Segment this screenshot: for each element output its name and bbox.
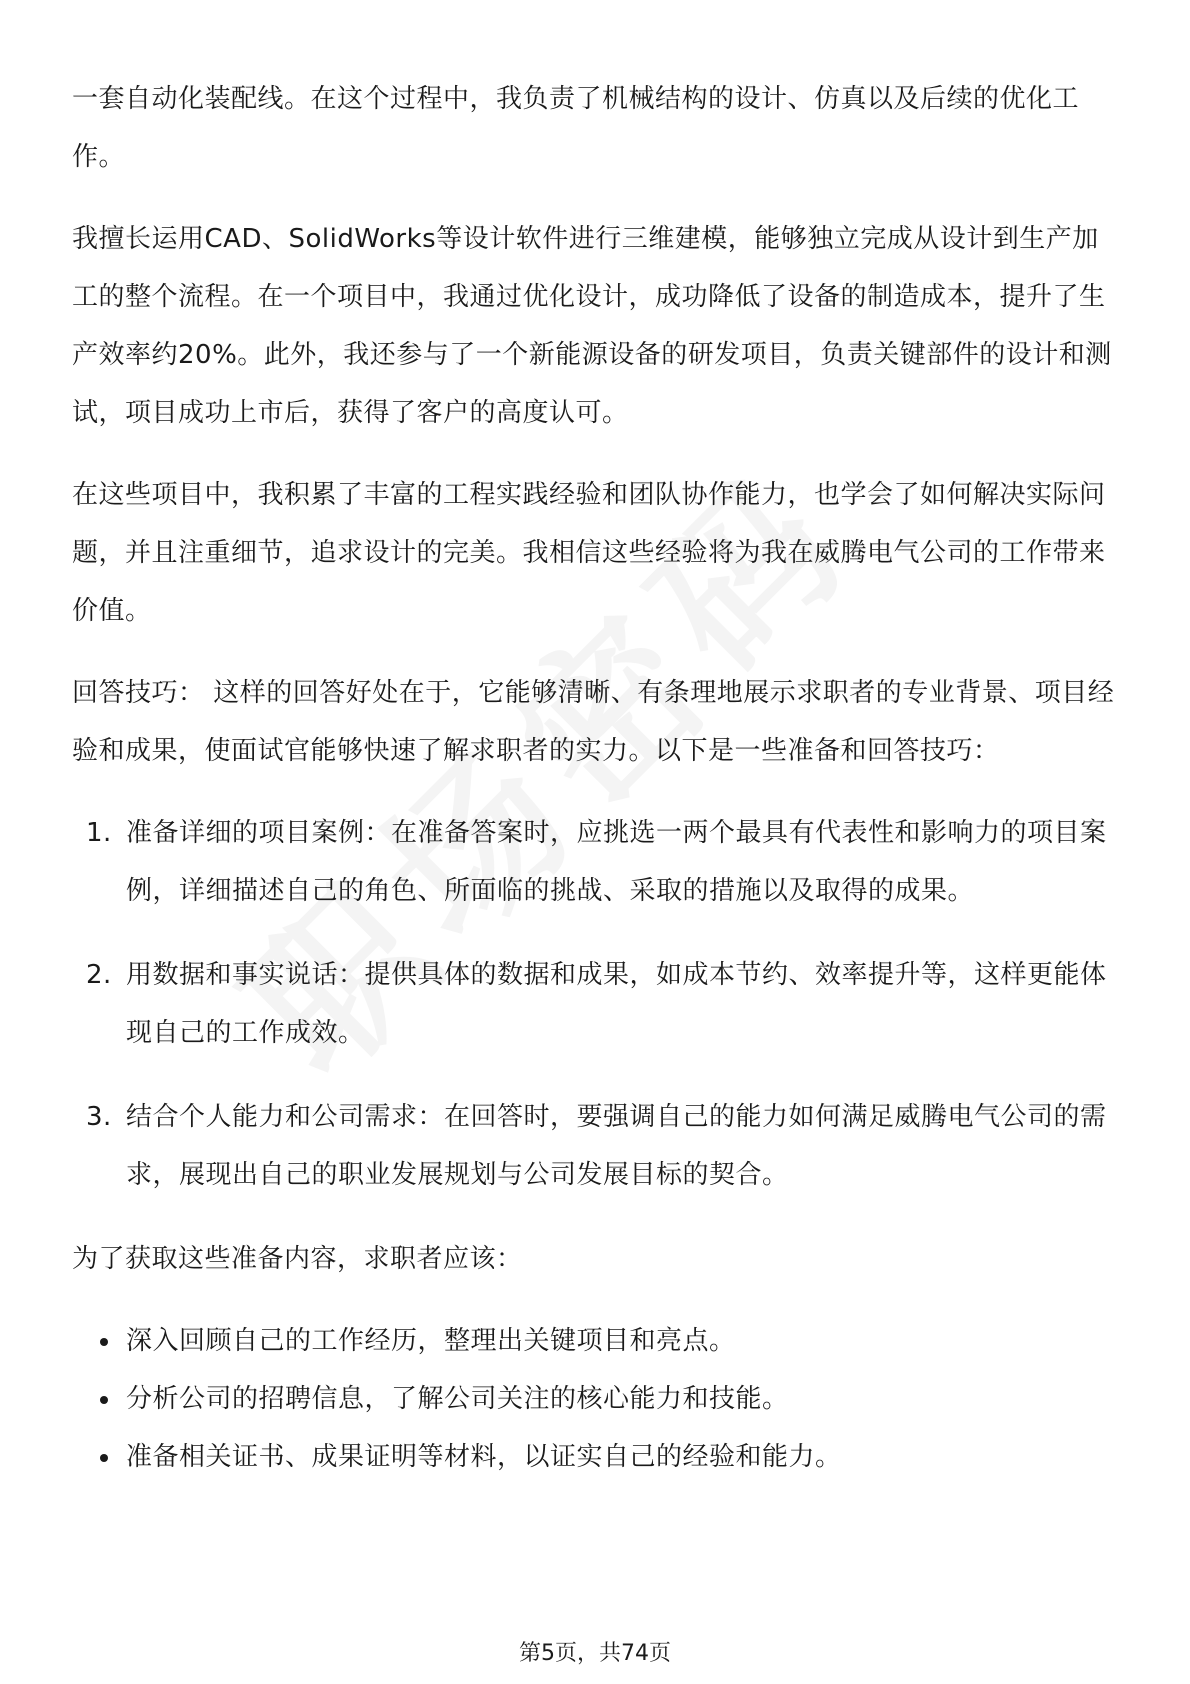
document-body xyxy=(72,70,1122,1486)
paragraph-1: 一套自动化装配线。在这个过程中，我负责了机械结构的设计、仿真以及后续的优化工作。 xyxy=(72,84,1080,172)
list-item xyxy=(72,804,1122,920)
list-item-text: 结合个人能力和公司需求：在回答时，要强调自己的能力如何满足威腾电气公司的需求，展现出自己的职业发展规划与公司发展目标的契合。 xyxy=(126,1102,1107,1190)
list-item-text: 用数据和事实说话：提供具体的数据和成果，如成本节约、效率提升等，这样更能体现自己的工作成效。 xyxy=(126,960,1107,1048)
bullet-icon xyxy=(100,1396,108,1404)
preparation-intro: 为了获取这些准备内容，求职者应该： xyxy=(72,1244,523,1274)
list-item-number: 2. xyxy=(86,960,112,990)
bullet-item-text: 分析公司的招聘信息，了解公司关注的核心能力和技能。 xyxy=(126,1384,789,1414)
bullet-item-text: 准备相关证书、成果证明等材料，以证实自己的经验和能力。 xyxy=(126,1442,842,1472)
bullet-item xyxy=(72,1370,1122,1428)
tips-ordered-list xyxy=(72,804,1122,1204)
bullet-item-text: 深入回顾自己的工作经历，整理出关键项目和亮点。 xyxy=(126,1326,736,1356)
bullet-item xyxy=(72,1428,1122,1486)
paragraph-2: 我擅长运用CAD、SolidWorks等设计软件进行三维建模，能够独立完成从设计到生产加工的整个流程。在一个项目中，我通过优化设计，成功降低了设备的制造成本，提升了生产效率约20%。此外，我还参与了一个新能源设备的研发项目，负责关键部件的设计和测试，项目成功上市后，获得了客户的高度认可。 xyxy=(72,224,1112,428)
list-item xyxy=(72,946,1122,1062)
page-number-footer: 第5页，共74页 xyxy=(519,1641,671,1666)
bullet-icon xyxy=(100,1338,108,1346)
list-item-text: 准备详细的项目案例：在准备答案时，应挑选一两个最具有代表性和影响力的项目案例，详细描述自己的角色、所面临的挑战、采取的措施以及取得的成果。 xyxy=(126,818,1107,906)
bullet-item xyxy=(72,1312,1122,1370)
bullet-icon xyxy=(100,1454,108,1462)
paragraph-answer-tips: 回答技巧： 这样的回答好处在于，它能够清晰、有条理地展示求职者的专业背景、项目经验和成果，使面试官能够快速了解求职者的实力。以下是一些准备和回答技巧： xyxy=(72,678,1115,766)
list-item xyxy=(72,1088,1122,1204)
paragraph-3: 在这些项目中，我积累了丰富的工程实践经验和团队协作能力，也学会了如何解决实际问题，并且注重细节，追求设计的完美。我相信这些经验将为我在威腾电气公司的工作带来价值。 xyxy=(72,480,1106,626)
list-item-number: 3. xyxy=(86,1102,112,1132)
list-item-number: 1. xyxy=(86,818,112,848)
preparation-bullet-list xyxy=(72,1312,1122,1486)
